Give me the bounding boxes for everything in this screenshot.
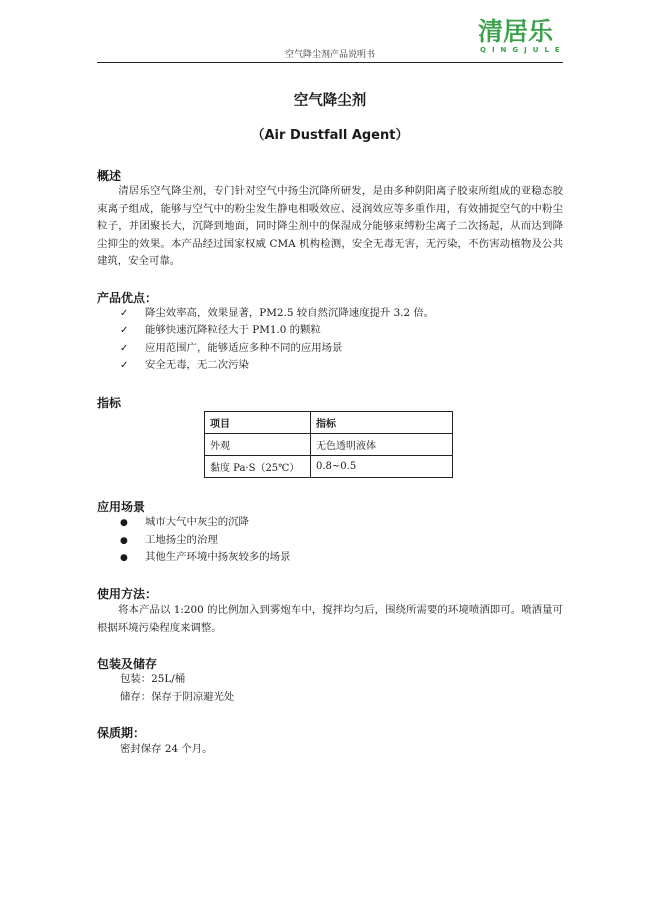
overview-body: 清居乐空气降尘剂，专门针对空气中扬尘沉降所研发，是由多种阴阳离子胶束所组成的亚稳态胶束离子组成，能够与空气中的粉尘发生静电相吸效应、浸润效应等多重作用，有效捕捉空气的中粉尘粒子，并团聚长大，沉降到地面，同时降尘剂中的保湿成分能够束缚粉尘离子二次扬起，从而达到降尘抑尘的效果。本产品经过国家权威 CMA 机构检测，安全无毒无害，无污染，不伤害动植物及公共建筑，安全可靠。: [97, 185, 563, 267]
shelf-life-text: 密封保存 24 个月。: [120, 743, 213, 755]
overview-paragraph: [97, 183, 563, 271]
usage-heading: 使用方法：: [97, 587, 158, 601]
application-item: [120, 514, 249, 533]
header-divider: [97, 62, 563, 63]
logo-english-text: QINGJULE: [480, 46, 566, 54]
usage-paragraph: [97, 602, 563, 637]
advantage-text: 应用范围广，能够适应多种不同的应用场景: [145, 342, 343, 354]
table-header-row: [205, 412, 453, 434]
application-text: 城市大气中灰尘的沉降: [145, 516, 249, 528]
bullet-icon: ●: [120, 518, 128, 528]
specs-heading: 指标: [97, 396, 122, 410]
brand-logo: [478, 18, 564, 54]
application-item: [120, 549, 290, 568]
packaging-heading: 包装及储存: [97, 657, 158, 671]
table-cell: 0.8~0.5: [311, 456, 453, 478]
page-subtitle: （Air Dustfall Agent）: [251, 128, 409, 143]
advantage-item: [120, 305, 434, 323]
bullet-icon: ●: [120, 553, 128, 563]
table-cell: 黏度 Pa·S（25℃）: [205, 456, 311, 478]
page-title: 空气降尘剂: [293, 93, 367, 109]
advantage-item: [120, 322, 321, 340]
advantage-item: [120, 357, 249, 375]
usage-body: 将本产品以 1:200 的比例加入到雾炮车中，搅拌均匀后，围绕所需要的环境喷洒即可。喷洒量可根据环境污染程度来调整。: [97, 604, 563, 634]
advantage-text: 能够快速沉降粒径大于 PM1.0 的颗粒: [145, 324, 321, 336]
advantage-item: [120, 340, 342, 358]
application-item: [120, 532, 218, 551]
application-text: 工地扬尘的治理: [145, 534, 218, 546]
applications-heading: 应用场景: [97, 500, 146, 514]
table-cell: 外观: [205, 434, 311, 456]
check-icon: ✓: [120, 343, 129, 354]
table-header-cell: 指标: [311, 412, 453, 434]
shelf-life-heading: 保质期：: [97, 726, 146, 740]
advantage-text: 安全无毒，无二次污染: [145, 359, 249, 371]
header-doc-title: 空气降尘剂产品说明书: [284, 50, 375, 60]
bullet-icon: ●: [120, 536, 128, 546]
table-header-cell: 项目: [205, 412, 311, 434]
advantages-heading: 产品优点：: [97, 291, 158, 305]
specs-table: [204, 411, 453, 478]
check-icon: ✓: [120, 360, 129, 371]
table-row: [205, 434, 453, 456]
check-icon: ✓: [120, 325, 129, 336]
logo-chinese-text: 清居乐: [478, 17, 554, 46]
table-row: [205, 456, 453, 478]
check-icon: ✓: [120, 308, 129, 319]
table-cell: 无色透明液体: [311, 434, 453, 456]
application-text: 其他生产环境中扬灰较多的场景: [145, 551, 291, 563]
advantage-text: 降尘效率高，效果显著，PM2.5 较自然沉降速度提升 3.2 倍。: [145, 307, 435, 319]
packaging-line: 包装：25L/桶: [120, 673, 186, 685]
storage-line: 储存：保存于阴凉避光处: [120, 691, 235, 703]
overview-heading: 概述: [97, 169, 122, 183]
